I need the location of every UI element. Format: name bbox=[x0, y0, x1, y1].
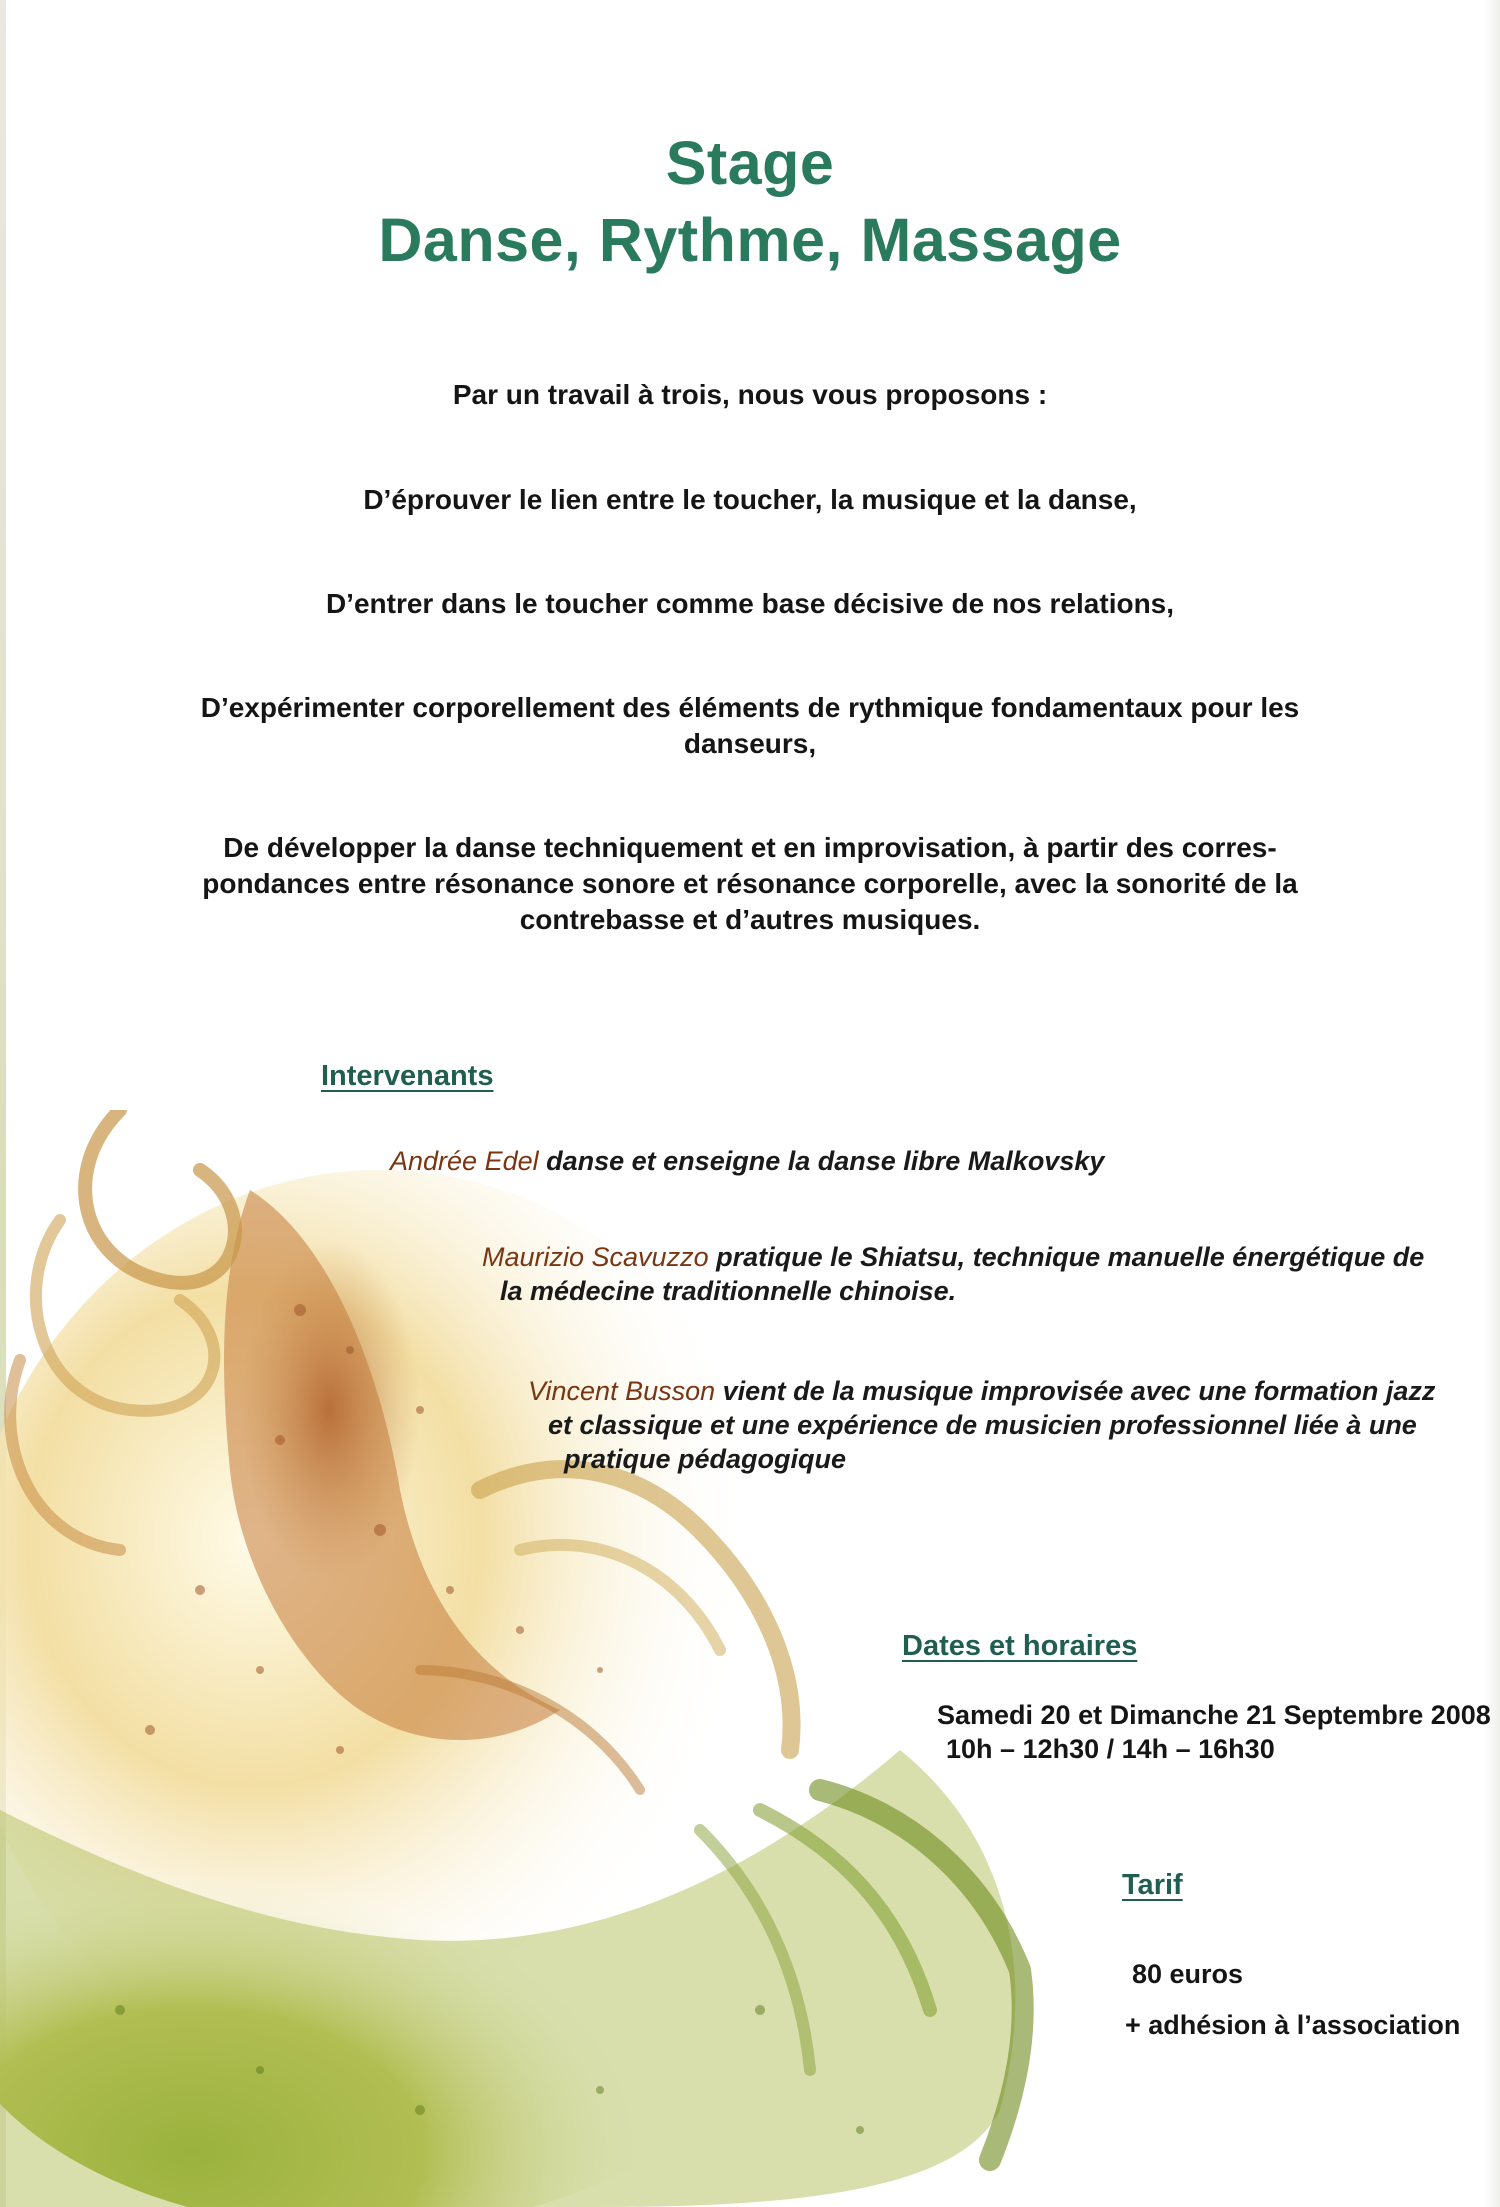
point-3: D’expérimenter corporellement des éléments de rythmique fondamentaux pour les danseurs, bbox=[200, 692, 1300, 759]
person-maurizio-scavuzzo bbox=[482, 1240, 1424, 1308]
person-desc-cont: la médecine traditionnelle chinoise. bbox=[500, 1276, 957, 1306]
person-vincent-busson bbox=[528, 1374, 1435, 1476]
person-andree-edel bbox=[390, 1144, 1104, 1178]
tarif-heading: Tarif bbox=[1122, 1869, 1183, 1901]
person-desc: vient de la musique improvisée avec une formation jazz bbox=[722, 1376, 1436, 1406]
title-line-1: Stage bbox=[665, 129, 835, 197]
person-desc: danse et enseigne la danse libre Malkovsky bbox=[546, 1146, 1105, 1176]
dates-heading: Dates et horaires bbox=[902, 1630, 1138, 1662]
person-name: Vincent Busson bbox=[528, 1376, 716, 1406]
person-desc-cont: et classique et une expérience de musicien professionnel liée à une bbox=[548, 1410, 1417, 1440]
dates-hours: 10h – 12h30 / 14h – 16h30 bbox=[946, 1734, 1275, 1764]
point-1: D’éprouver le lien entre le toucher, la musique et la danse, bbox=[363, 484, 1137, 515]
person-name: Andrée Edel bbox=[390, 1146, 539, 1176]
tarif-extra: + adhésion à l’association bbox=[1125, 2010, 1461, 2040]
intervenants-heading: Intervenants bbox=[321, 1060, 494, 1092]
dates-days: Samedi 20 et Dimanche 21 Septembre 2008 bbox=[937, 1700, 1491, 1730]
person-desc: pratique le Shiatsu, technique manuelle énergétique de bbox=[716, 1242, 1425, 1272]
tarif-price: 80 euros bbox=[1132, 1959, 1244, 1989]
person-desc-cont: pratique pédagogique bbox=[564, 1444, 847, 1474]
point-2: D’entrer dans le toucher comme base décisive de nos relations, bbox=[325, 588, 1175, 619]
point-4: De développer la danse techniquement et en improvisation, à partir des corres-pondances entre résonance sonore et résonance corporelle, avec la sonorité de la contrebasse et d’autres musiques. bbox=[202, 832, 1298, 935]
intro-text: Par un travail à trois, nous vous proposons : bbox=[452, 379, 1048, 410]
title-line-2: Danse, Rythme, Massage bbox=[378, 206, 1122, 274]
scan-edge-right bbox=[1484, 0, 1500, 2207]
person-name: Maurizio Scavuzzo bbox=[482, 1242, 709, 1272]
